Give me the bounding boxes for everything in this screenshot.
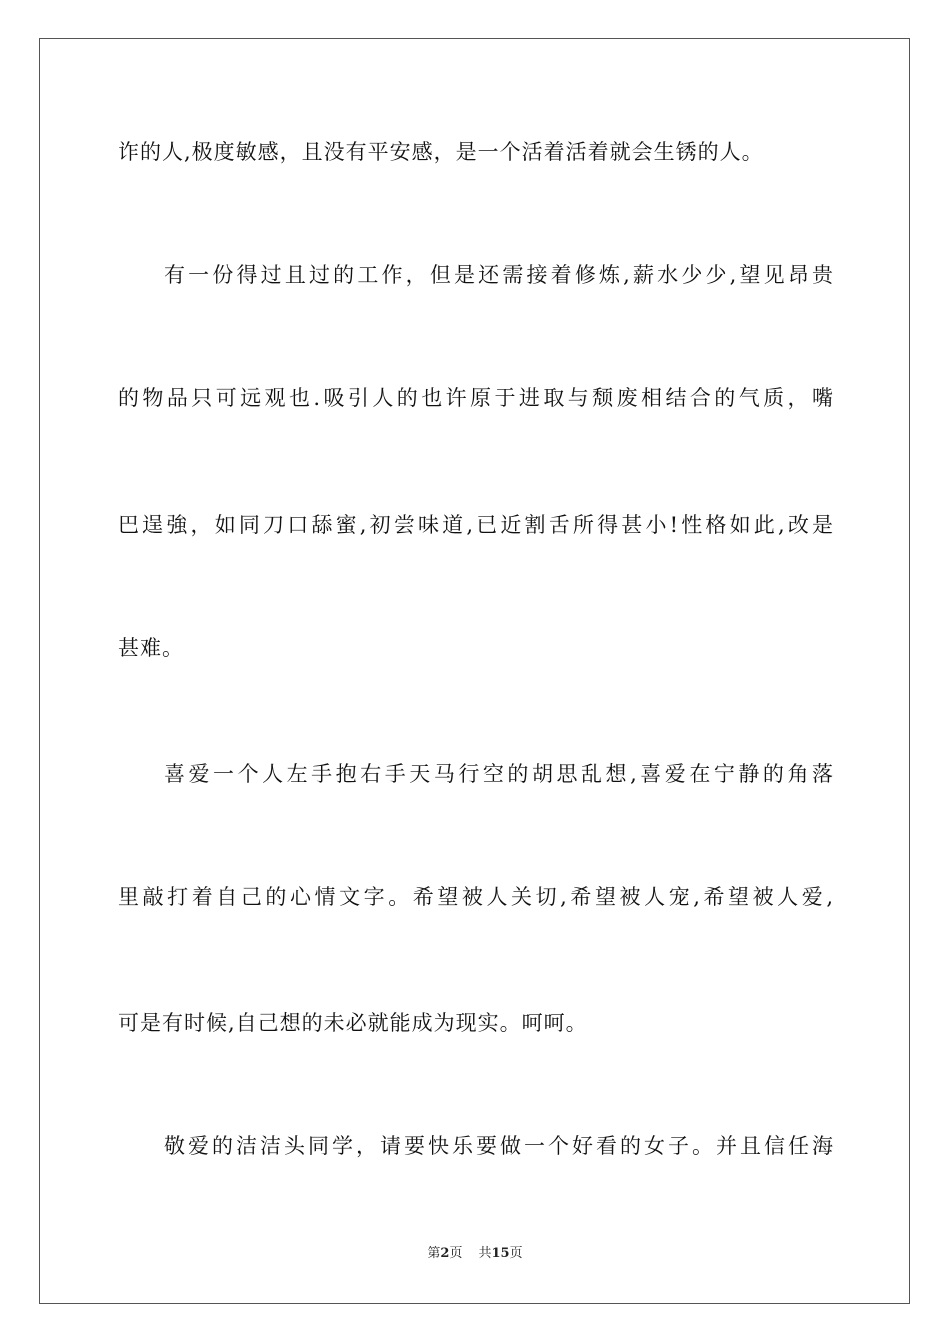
total-suffix: 页 (509, 1246, 523, 1261)
text-line-7: 里敲打着自己的心情文字。希望被人关切,希望被人宠,希望被人爱, (118, 885, 834, 909)
page-number: 2 (440, 1246, 450, 1261)
text-line-5: 甚难。 (118, 636, 184, 660)
page-prefix: 第 (427, 1246, 441, 1261)
text-line-4: 巴逞強，如同刀口舔蜜,初尝味道,已近割舌所得甚小!性格如此,改是 (118, 513, 834, 537)
total-pages: 15 (491, 1246, 510, 1261)
text-line-8: 可是有时候,自己想的未必就能成为现实。呵呵。 (118, 1011, 588, 1035)
total-prefix: 共 (478, 1246, 492, 1261)
text-line-6: 喜爱一个人左手抱右手天马行空的胡思乱想,喜爱在宁静的角落 (164, 762, 834, 786)
text-line-1: 诈的人,极度敏感，且没有平安感，是一个活着活着就会生锈的人。 (118, 140, 764, 164)
page-suffix: 页 (449, 1246, 463, 1261)
text-line-3: 的物品只可远观也.吸引人的也许原于进取与颓废相结合的气质，嘴 (118, 386, 834, 410)
text-line-9: 敬爱的洁洁头同学，请要快乐要做一个好看的女子。并且信任海 (164, 1134, 834, 1158)
page-border (39, 38, 910, 1304)
text-line-2: 有一份得过且过的工作，但是还需接着修炼,薪水少少,望见昂贵 (164, 263, 834, 287)
page-footer (0, 1245, 950, 1263)
